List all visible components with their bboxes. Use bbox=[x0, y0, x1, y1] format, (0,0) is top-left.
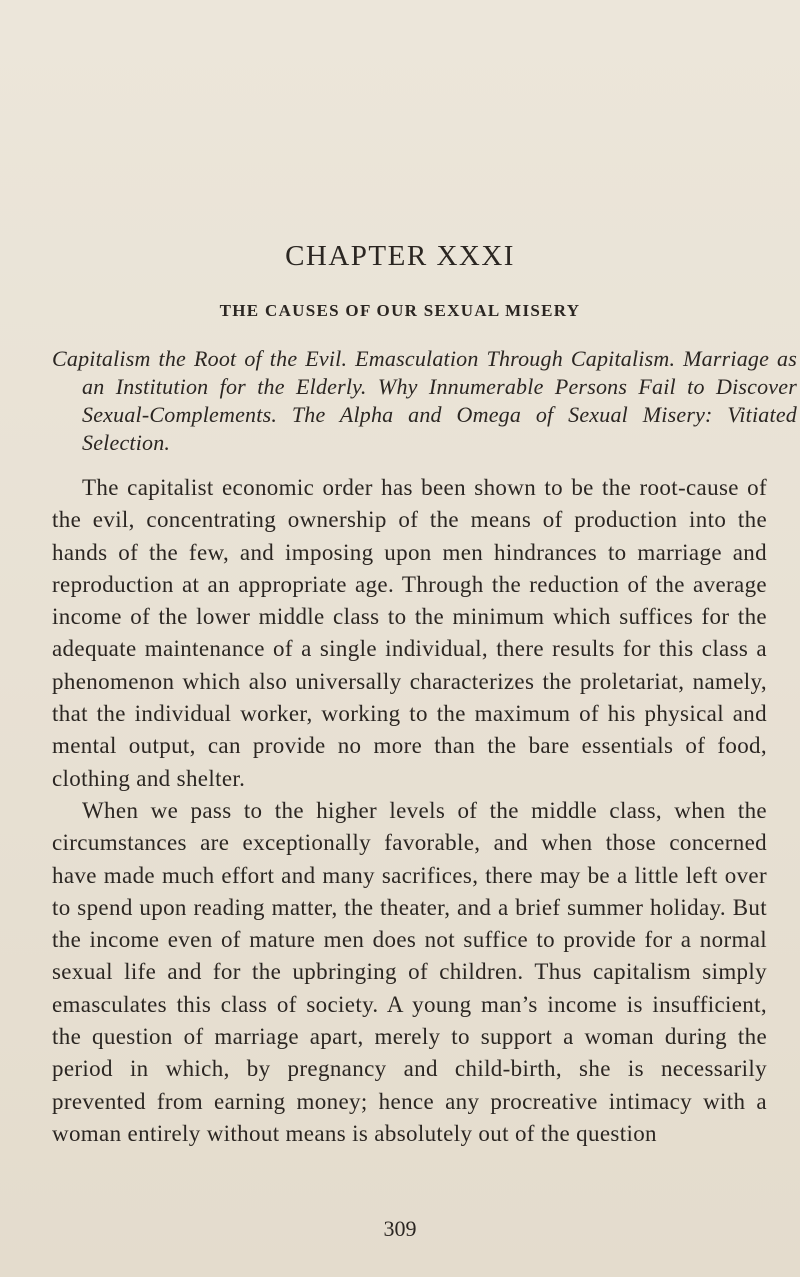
chapter-heading: CHAPTER XXXI bbox=[285, 240, 515, 272]
paragraph: The capitalist economic order has been shown to be the root-cause of the evil, concentrating ownership of the means of production into the hands of the few, and imposing upon men hindrances to marriage and reproduction at an appropriate age. Through the reduction of the average income of the lower middle class to the minimum which suffices for the adequate maintenance of a single individual, there results for this class a phenomenon which also universally characterizes the proletariat, namely, that the individual worker, working to the maximum of his physical and mental output, can provide no more than the bare essentials of food, clothing and shelter. bbox=[52, 475, 767, 791]
page-number: 309 bbox=[383, 1216, 417, 1241]
paragraph: When we pass to the higher levels of the middle class, when the circumstances are exceptionally favorable, and when those concerned have made much effort and many sacrifices, there may be a little left over to spend upon reading matter, the theater, and a brief summer holiday. But the income even of mature men does not suffice to provide for a normal sexual life and for the upbringing of children. Thus capitalism simply emasculates this class of society. A young man’s income is insufficient, the question of marriage apart, merely to support a woman during the period in which, by pregnancy and child-birth, she is necessarily prevented from earning money; hence any procreative intimacy with a woman entirely without means is absolutely out of the question bbox=[52, 797, 767, 1146]
chapter-title: THE CAUSES OF OUR SEXUAL MISERY bbox=[219, 301, 581, 320]
body-text bbox=[52, 472, 767, 1150]
chapter-synopsis: Capitalism the Root of the Evil. Emasculation Through Capitalism. Marriage as an Institution for the Elderly. Why Innumerable Persons Fail to Discover Sexual-Complements. The Alpha and Omega of Sexual Misery: Vitiated Selection. bbox=[52, 346, 797, 455]
